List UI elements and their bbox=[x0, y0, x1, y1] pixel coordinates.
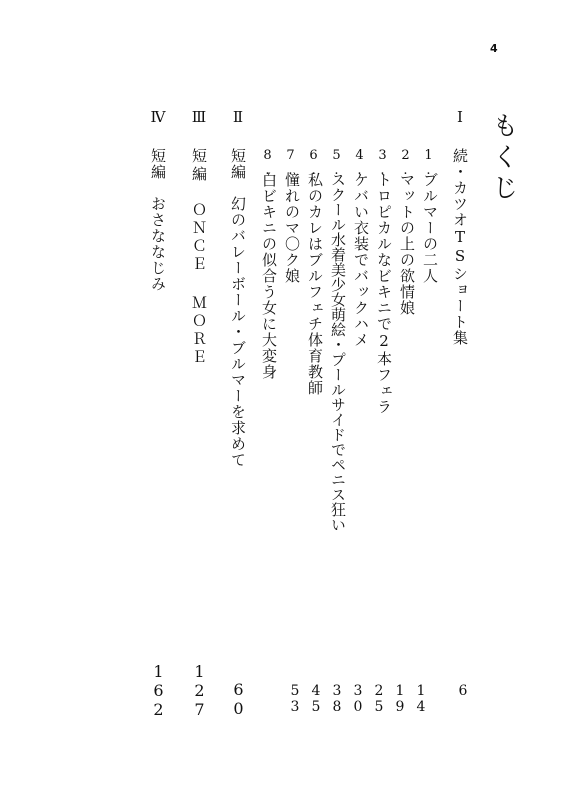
page-ref-section-3: 127 bbox=[190, 662, 209, 719]
section-number: Ⅰ bbox=[451, 108, 469, 126]
page-ref-story-1: 14 bbox=[413, 683, 429, 715]
page-ref-story-6: 45 bbox=[308, 683, 324, 715]
story-number: 7. bbox=[283, 148, 298, 178]
page-title: もくじ bbox=[488, 112, 518, 205]
story-number: 6. bbox=[306, 148, 321, 178]
story-number: 5. bbox=[329, 148, 344, 178]
page-ref-story-5: 38 bbox=[329, 683, 345, 715]
story-number: 1. bbox=[421, 148, 436, 178]
story-label: 私のカレはブルフェチ体育教師 bbox=[306, 172, 324, 396]
story-label: スクール水着美少女萌絵・プールサイドでペニス狂い bbox=[329, 172, 347, 532]
story-label: 白ビキニの似合う女に大変身 bbox=[260, 172, 278, 380]
story-label: トロピカルなビキニで2本フェラ bbox=[375, 172, 393, 415]
story-number: 3. bbox=[375, 148, 390, 178]
page-number: 4 bbox=[490, 42, 498, 55]
page-ref-story-7: 53 bbox=[287, 683, 303, 715]
page-ref-section-4: 162 bbox=[149, 662, 168, 719]
section-label: 短編 幻のバレーボール・ブルマーを求めて bbox=[229, 148, 247, 468]
section-number: Ⅱ bbox=[229, 108, 247, 126]
story-label: ケバい衣装でバックハメ bbox=[352, 172, 370, 348]
page-ref-story-3: 25 bbox=[371, 683, 387, 715]
story-label: マットの上の欲情娘 bbox=[398, 172, 416, 316]
story-label: ブルマーの二人 bbox=[421, 172, 439, 284]
section-label: 短編 おさななじみ bbox=[149, 148, 167, 292]
page-ref-story-2: 19 bbox=[392, 683, 408, 715]
section-label: 短編 ＯＮＣＥ ＭＯＲＥ bbox=[190, 148, 208, 367]
section-number: Ⅳ bbox=[149, 108, 167, 126]
story-label: 憧れのマ〇ク娘 bbox=[283, 172, 301, 284]
section-label: 続・カツオTSショート集 bbox=[451, 148, 469, 346]
story-number: 4. bbox=[352, 148, 367, 178]
story-number: 8. bbox=[260, 148, 275, 178]
page-ref-section-1: 6 bbox=[455, 683, 471, 699]
page-ref-story-4: 30 bbox=[350, 683, 366, 715]
page-ref-section-2: 60 bbox=[229, 680, 248, 718]
story-number: 2. bbox=[398, 148, 413, 178]
section-number: Ⅲ bbox=[190, 108, 208, 126]
